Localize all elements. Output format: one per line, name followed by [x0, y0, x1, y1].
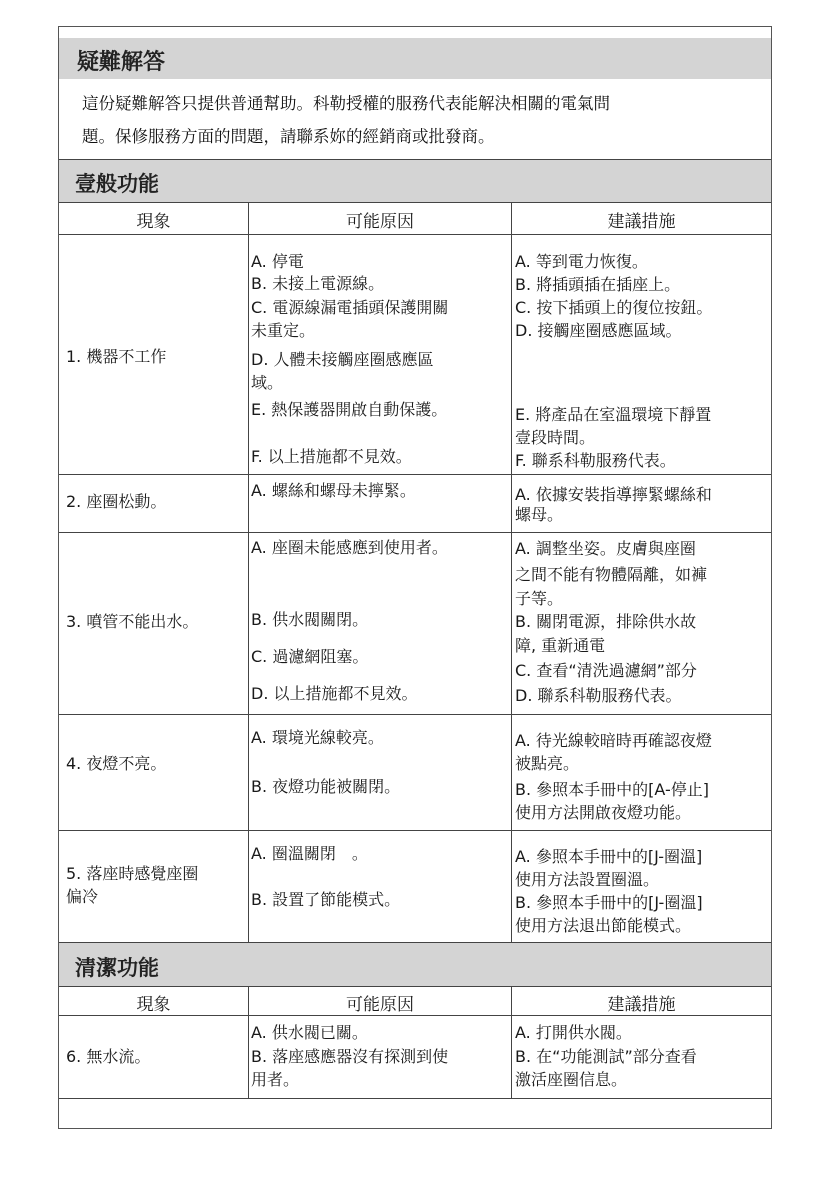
row3-cause: D. 以上措施都不見效。: [251, 684, 418, 703]
row5-action: A. 參照本手冊中的[J-圈溫]: [515, 847, 703, 866]
row3-action: D. 聯系科勒服務代表。: [515, 686, 682, 705]
header-symptom: 現象: [136, 212, 171, 232]
row1-cause: F. 以上措施都不見效。: [251, 447, 412, 466]
section-clean-band: [59, 943, 771, 986]
row1-action: D. 接觸座圈感應區域。: [515, 321, 682, 340]
row4-symptom: 4. 夜燈不亮。: [66, 754, 167, 773]
row2-action: A. 依據安裝指導擰緊螺絲和: [515, 485, 712, 504]
row3-symptom: 3. 噴管不能出水。: [66, 612, 199, 631]
row4-action: 被點亮。: [515, 754, 580, 773]
rule: [511, 202, 512, 942]
row1-cause: D. 人體未接觸座圈感應區: [251, 350, 434, 369]
rule: [59, 474, 771, 475]
row2-symptom: 2. 座圈松動。: [66, 492, 167, 511]
row5-cause: A. 圈溫關閉 。: [251, 844, 368, 863]
row6-cause: B. 落座感應器沒有探測到使: [251, 1047, 449, 1066]
rule: [59, 202, 771, 203]
intro-line-2: 題。保修服務方面的問題，請聯系妳的經銷商或批發商。: [82, 127, 495, 146]
rule: [248, 202, 249, 942]
row4-action: A. 待光線較暗時再確認夜燈: [515, 731, 712, 750]
header-action: 建議措施: [607, 995, 676, 1015]
section-clean-title: 清潔功能: [75, 956, 159, 980]
row1-symptom: 1. 機器不工作: [66, 347, 167, 366]
row1-action: C. 按下插頭上的復位按鈕。: [515, 298, 713, 317]
row1-action: A. 等到電力恢復。: [515, 252, 648, 271]
row2-cause: A. 螺絲和螺母未擰緊。: [251, 481, 416, 500]
row5-symptom: 偏冷: [66, 887, 99, 906]
row3-action: 之間不能有物體隔離，如褲: [515, 565, 708, 584]
row3-cause: B. 供水閥關閉。: [251, 610, 369, 629]
row6-action: B. 在“功能測試”部分查看: [515, 1047, 697, 1066]
row3-cause: A. 座圈未能感應到使用者。: [251, 538, 448, 557]
row3-action: A. 調整坐姿。皮膚與座圈: [515, 539, 696, 558]
row3-action: B. 關閉電源，排除供水故: [515, 612, 697, 631]
row3-cause: C. 過濾網阻塞。: [251, 647, 369, 666]
header-symptom: 現象: [136, 995, 171, 1015]
rule: [59, 830, 771, 831]
row1-cause: 域。: [251, 373, 284, 392]
row1-action: B. 將插頭插在插座上。: [515, 275, 681, 294]
row1-cause: A. 停電: [251, 252, 304, 271]
row1-action: 壹段時間。: [515, 428, 596, 447]
row5-action: 使用方法設置圈溫。: [515, 870, 660, 889]
row4-action: 使用方法開啟夜燈功能。: [515, 803, 692, 822]
row1-action: F. 聯系科勒服務代表。: [515, 451, 676, 470]
row3-action: C. 查看“清洗過濾網”部分: [515, 661, 697, 680]
section-general-band: [59, 160, 771, 202]
title-band: [59, 38, 771, 79]
rule: [59, 1015, 771, 1016]
row4-cause: B. 夜燈功能被關閉。: [251, 777, 401, 796]
rule: [59, 986, 771, 987]
row6-cause: A. 供水閥已關。: [251, 1023, 368, 1042]
row1-action: E. 將產品在室溫環境下靜置: [515, 405, 712, 424]
rule: [59, 714, 771, 715]
row3-action: 障, 重新通電: [515, 636, 606, 655]
row5-action: B. 參照本手冊中的[J-圈溫]: [515, 893, 703, 912]
row6-cause: 用者。: [251, 1070, 300, 1089]
row1-cause: E. 熱保護器開啟自動保護。: [251, 400, 448, 419]
row2-action: 螺母。: [515, 505, 564, 524]
header-action: 建議措施: [607, 212, 676, 232]
row1-cause: 未重定。: [251, 321, 316, 340]
row4-cause: A. 環境光線較亮。: [251, 728, 384, 747]
row4-action: B. 參照本手冊中的[A-停止]: [515, 780, 710, 799]
page-title: 疑難解答: [77, 50, 166, 75]
row5-cause: B. 設置了節能模式。: [251, 890, 401, 909]
rule: [59, 1098, 771, 1099]
header-cause: 可能原因: [346, 212, 414, 232]
intro-line-1: 這份疑難解答只提供普通幫助。科勒授權的服務代表能解決相關的電氣問: [82, 94, 610, 113]
row1-cause: B. 未接上電源線。: [251, 274, 385, 293]
row6-action: 激活座圈信息。: [515, 1070, 628, 1089]
row3-action: 子等。: [515, 589, 564, 608]
header-cause: 可能原因: [346, 995, 414, 1015]
row5-action: 使用方法退出節能模式。: [515, 916, 692, 935]
row5-symptom: 5. 落座時感覺座圈: [66, 864, 199, 883]
rule: [59, 532, 771, 533]
rule: [59, 234, 771, 235]
section-general-title: 壹般功能: [75, 172, 159, 196]
row1-cause: C. 電源線漏電插頭保護開關: [251, 298, 449, 317]
row6-symptom: 6. 無水流。: [66, 1047, 151, 1066]
rule: [59, 159, 771, 160]
row6-action: A. 打開供水閥。: [515, 1023, 632, 1042]
